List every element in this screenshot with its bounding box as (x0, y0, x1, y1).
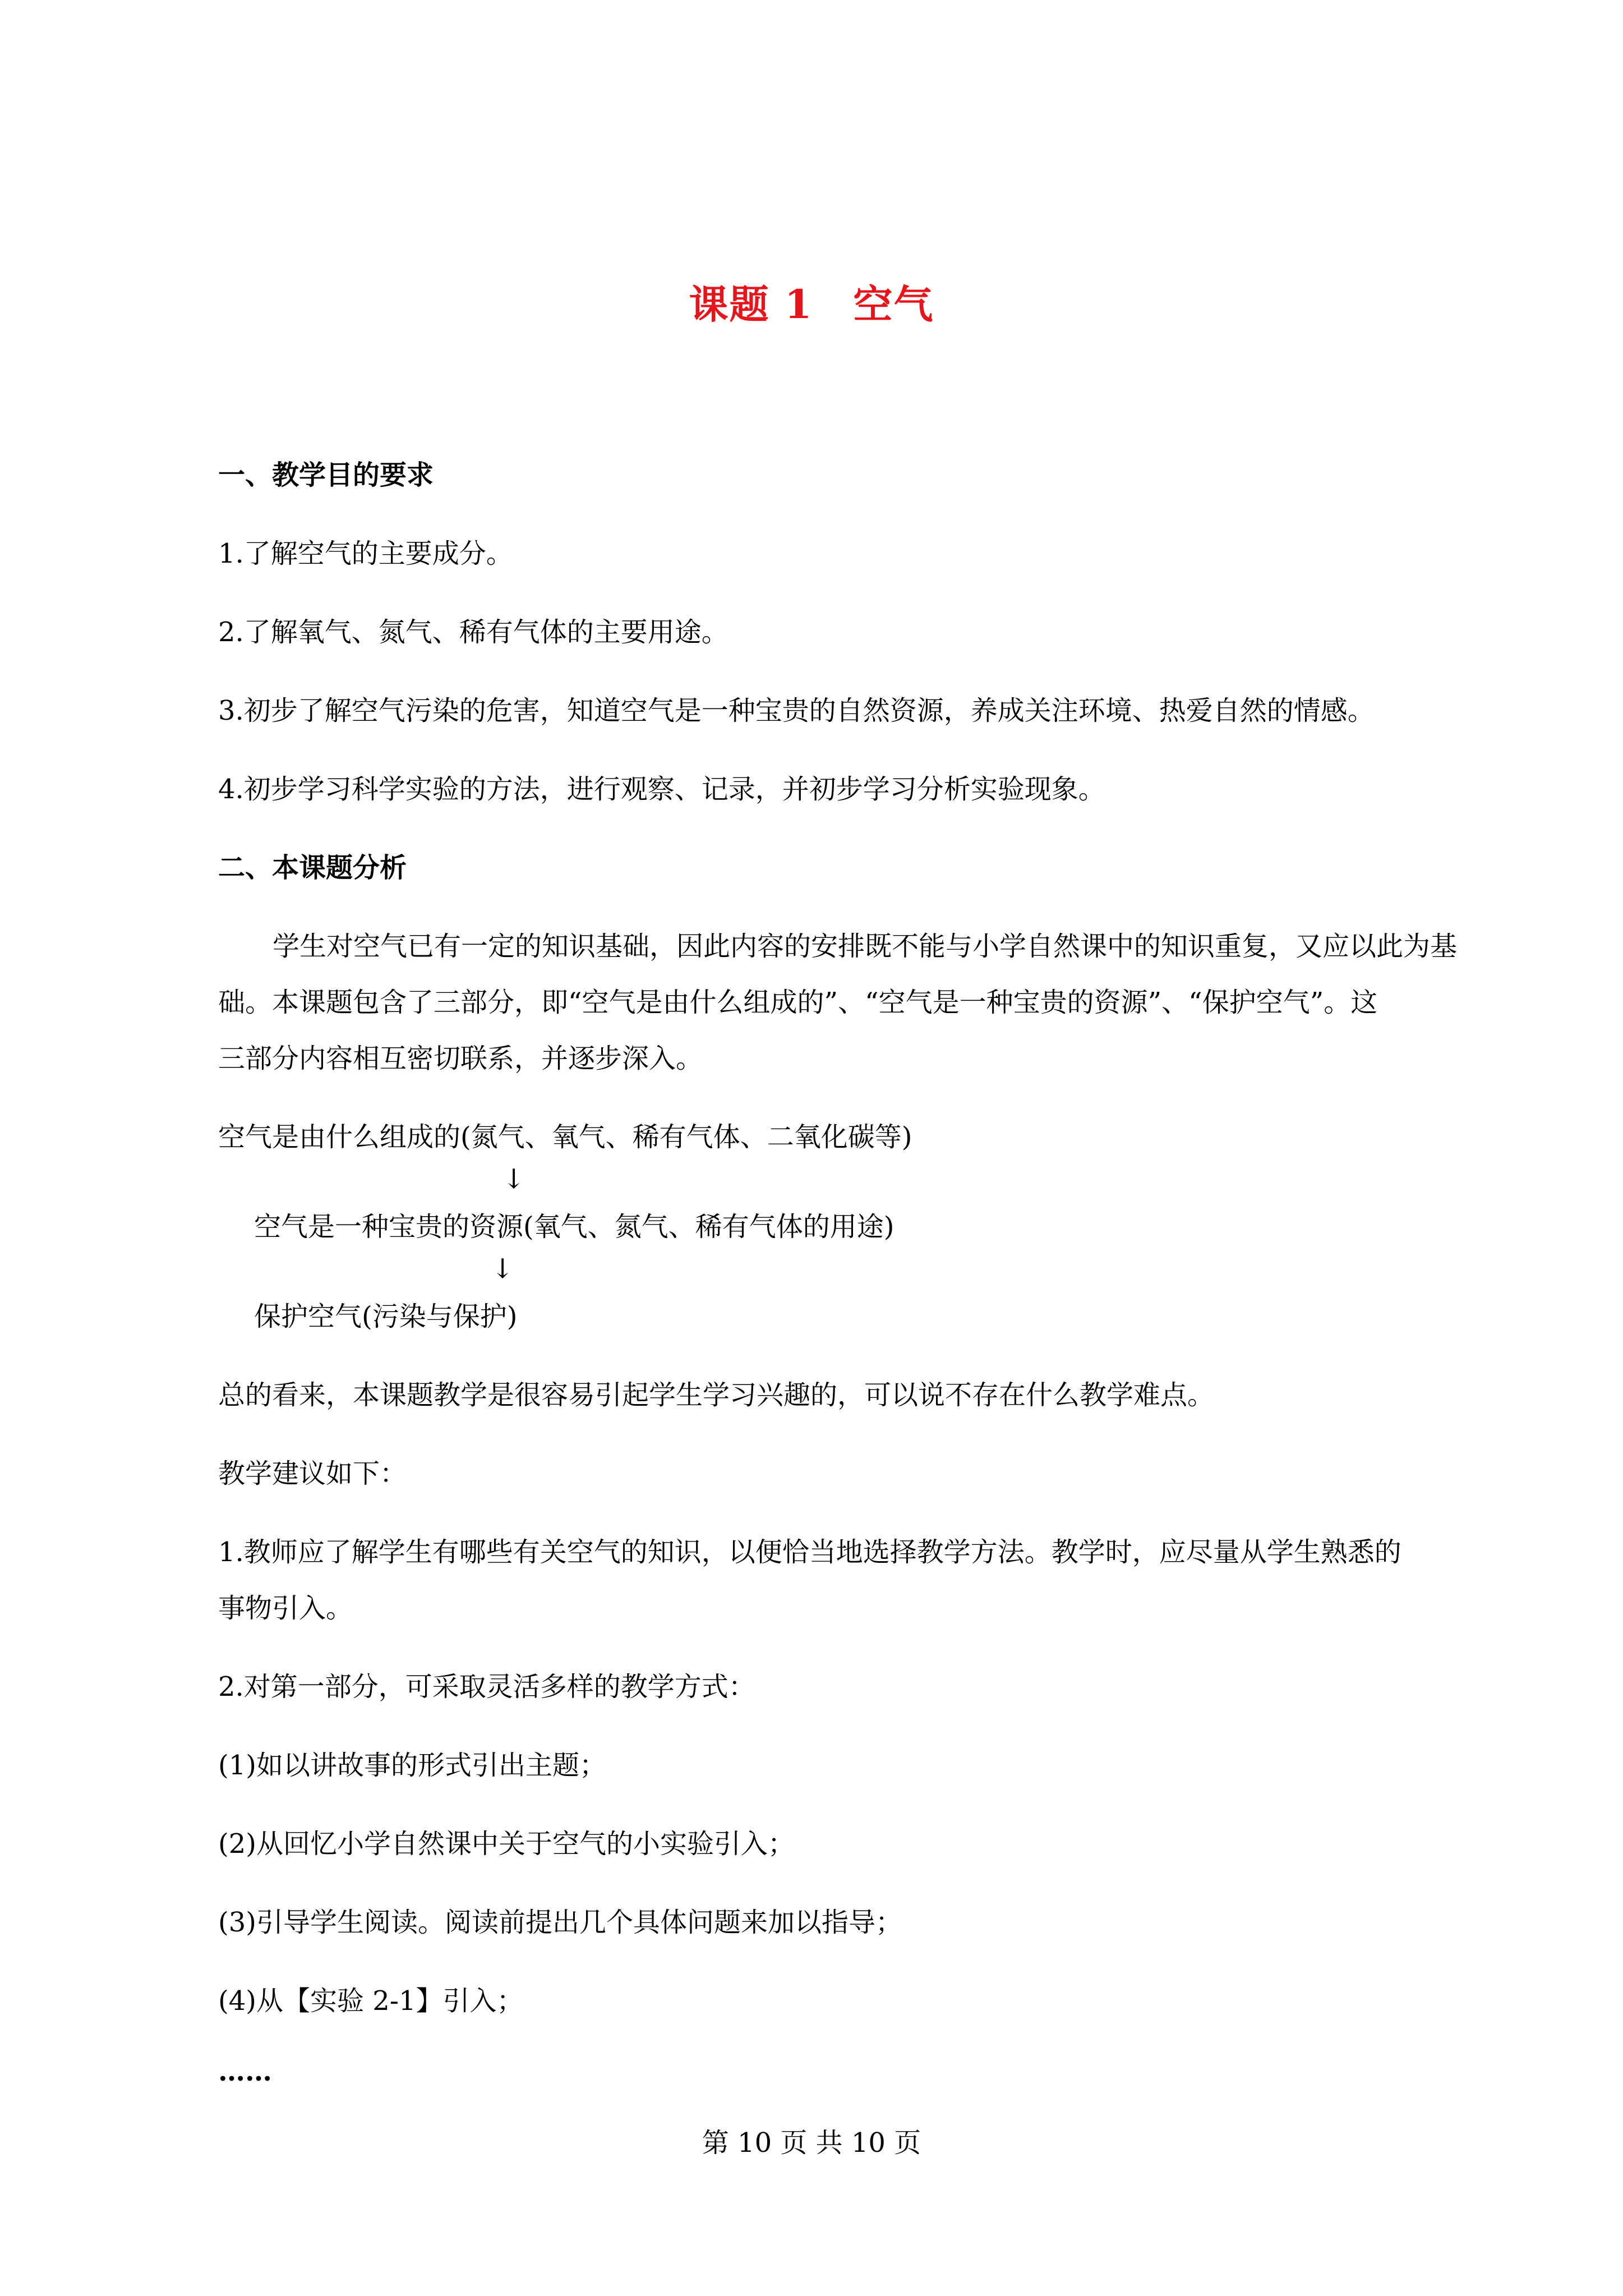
suggestion-line: 事物引入。 (218, 1593, 353, 1624)
flow-step-composition: 空气是由什么组成的(氮气、氧气、稀有气体、二氧化碳等) (218, 1121, 912, 1153)
suggestion-intro: 教学建议如下： (218, 1458, 407, 1489)
section-heading-objectives: 一、教学目的要求 (218, 459, 434, 491)
page-number-footer: 第 10 页 共 10 页 (702, 2127, 921, 2159)
flow-step-resource: 空气是一种宝贵的资源(氧气、氮气、稀有气体的用途) (254, 1211, 895, 1243)
analysis-paragraph-line: 础。本课题包含了三部分，即“空气是由什么组成的”、“空气是一种宝贵的资源”、“保护空气”。这 (218, 987, 1378, 1018)
analysis-paragraph-line: 学生对空气已有一定的知识基础，因此内容的安排既不能与小学自然课中的知识重复，又应以此为基 (273, 931, 1458, 962)
suggestion-line: 1.教师应了解学生有哪些有关空气的知识，以便恰当地选择教学方法。教学时，应尽量从学生熟悉的 (218, 1536, 1401, 1568)
objective-item: 4.初步学习科学实验的方法，进行观察、记录，并初步学习分析实验现象。 (218, 774, 1105, 805)
summary-paragraph: 总的看来，本课题教学是很容易引起学生学习兴趣的，可以说不存在什么教学难点。 (218, 1379, 1215, 1411)
ellipsis: …… (218, 2056, 272, 2087)
method-item: (1)如以讲故事的形式引出主题； (218, 1750, 606, 1781)
down-arrow-icon: ↓ (502, 1163, 525, 1195)
objective-item: 1.了解空气的主要成分。 (218, 538, 513, 569)
section-heading-analysis: 二、本课题分析 (218, 852, 407, 884)
flow-step-protection: 保护空气(污染与保护) (254, 1301, 518, 1332)
method-item: (4)从【实验 2-1】引入； (218, 1985, 524, 2017)
objective-item: 2.了解氧气、氮气、稀有气体的主要用途。 (218, 616, 728, 648)
method-item: (2)从回忆小学自然课中关于空气的小实验引入； (218, 1828, 795, 1860)
objective-item: 3.初步了解空气污染的危害，知道空气是一种宝贵的自然资源，养成关注环境、热爱自然的情感。 (218, 695, 1375, 726)
page-title: 课题 1 空气 (689, 281, 934, 328)
analysis-paragraph-line: 三部分内容相互密切联系，并逐步深入。 (218, 1043, 703, 1074)
suggestion-line: 2.对第一部分，可采取灵活多样的教学方式： (218, 1671, 755, 1703)
down-arrow-icon: ↓ (491, 1253, 514, 1285)
method-item: (3)引导学生阅读。阅读前提出几个具体问题来加以指导； (218, 1907, 902, 1938)
